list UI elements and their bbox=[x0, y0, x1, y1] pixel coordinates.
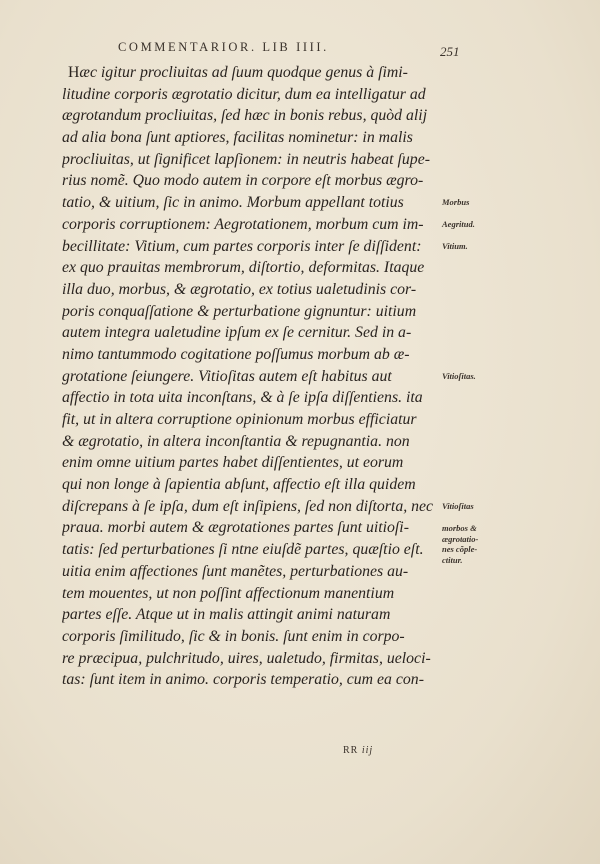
text-line: affectio in tota uita inconſtans, & à ſe ipſa diſſentiens. ita bbox=[62, 389, 423, 407]
text-line: praua. morbi autem & ægrotationes partes ſunt uitioſi- bbox=[62, 519, 409, 537]
margin-note: Aegritud. bbox=[442, 218, 475, 229]
margin-note: ægrotatio- bbox=[442, 533, 479, 544]
text-line: re præcipua, pulchritudo, uires, ualetudo, firmitas, ueloci- bbox=[62, 649, 431, 667]
margin-note: Vitioſitas bbox=[442, 501, 474, 511]
text-line: diſcrepans à ſe ipſa, dum eſt inſipiens, ſed non diſtorta, nec bbox=[62, 497, 434, 515]
text-line: rius nomẽ. Quo modo autem in corpore eſt morbus ægro- bbox=[62, 172, 424, 190]
text-line: tas: ſunt item in animo. corporis temperatio, cum ea con- bbox=[62, 671, 424, 689]
text-line: enim omne uitium partes habet diſſentientes, ut eorum bbox=[62, 454, 404, 472]
text-line: partes eſſe. Atque ut in malis attingit animi naturam bbox=[62, 606, 391, 624]
text-line: illa duo, morbus, & ægrotatio, ex totius ualetudinis cor- bbox=[62, 280, 417, 298]
text-line: qui non longe à ſapientia abſunt, affectio eſt illa quidem bbox=[62, 476, 416, 494]
catchword-text: RR bbox=[343, 745, 359, 756]
text-line: tatio, & uitium, ſic in animo. Morbum appellant totius bbox=[62, 194, 404, 212]
text-line: nimo tantummodo cogitatione poſſumus morbum ab æ- bbox=[62, 345, 410, 363]
text-line: corporis corruptionem: Aegrotationem, morbum cum im- bbox=[62, 215, 424, 233]
text-line: poris conquaſſatione & perturbatione gignuntur: uitium bbox=[62, 302, 417, 320]
folio-number: 251 bbox=[440, 44, 460, 59]
text-line: fit, ut in altera corruptione opinionum morbus efficiatur bbox=[62, 411, 417, 428]
running-title: COMMENTARIOR. LIB IIII. bbox=[118, 40, 329, 54]
text-line: tatis: ſed perturbationes ſi ntne eiuſdẽ partes, quæſtio eſt. bbox=[62, 541, 424, 559]
margin-note: ctitur. bbox=[442, 555, 463, 566]
body-text bbox=[62, 62, 442, 691]
text-line: Hæc igitur procliuitas ad ſuum quodque genus à ſimi- bbox=[68, 64, 408, 81]
text-line: ægrotandum procliuitas, ſed hæc in bonis rebus, quòd alij bbox=[62, 107, 428, 125]
margin-note: morbos & bbox=[442, 522, 477, 533]
text-line: ad alia bona ſunt aptiores, facilitas nominetur: in malis bbox=[62, 129, 413, 147]
text-line: tem mouentes, ut non poſſint affectionum manentium bbox=[62, 584, 395, 602]
text-line: & ægrotatio, in altera inconſtantia & repugnantia. non bbox=[62, 432, 410, 450]
text-line: litudine corporis ægrotatio dicitur, dum ea intelligatur ad bbox=[62, 85, 426, 103]
text-line: uitia enim affectiones ſunt manẽtes, perturbationes au- bbox=[62, 562, 409, 580]
text-line: autem integra ualetudine ipſum ex ſe cernitur. Sed in a- bbox=[62, 324, 412, 342]
margin-note: Vitioſitas. bbox=[442, 370, 476, 381]
text-line: corporis ſimilitudo, ſic & in bonis. ſunt enim in corpo- bbox=[62, 627, 405, 645]
catchword bbox=[343, 745, 373, 756]
text-line: becillitate: Vitium, cum partes corporis inter ſe diſſident: bbox=[62, 237, 422, 255]
margin-note: Morbus bbox=[442, 197, 470, 208]
signature-mark: iij bbox=[361, 745, 374, 756]
text-line: procliuitas, ut ſignificet lapſionem: in neutris habeat ſupe- bbox=[62, 150, 430, 168]
margin-note: Vitium. bbox=[442, 240, 468, 251]
margin-note: nes cõple- bbox=[442, 544, 478, 555]
text-line: ex quo prauitas membrorum, diſtortio, deformitas. Itaque bbox=[62, 259, 425, 277]
text-line: grotatione ſeiungere. Vitioſitas autem eſt habitus aut bbox=[62, 367, 392, 385]
